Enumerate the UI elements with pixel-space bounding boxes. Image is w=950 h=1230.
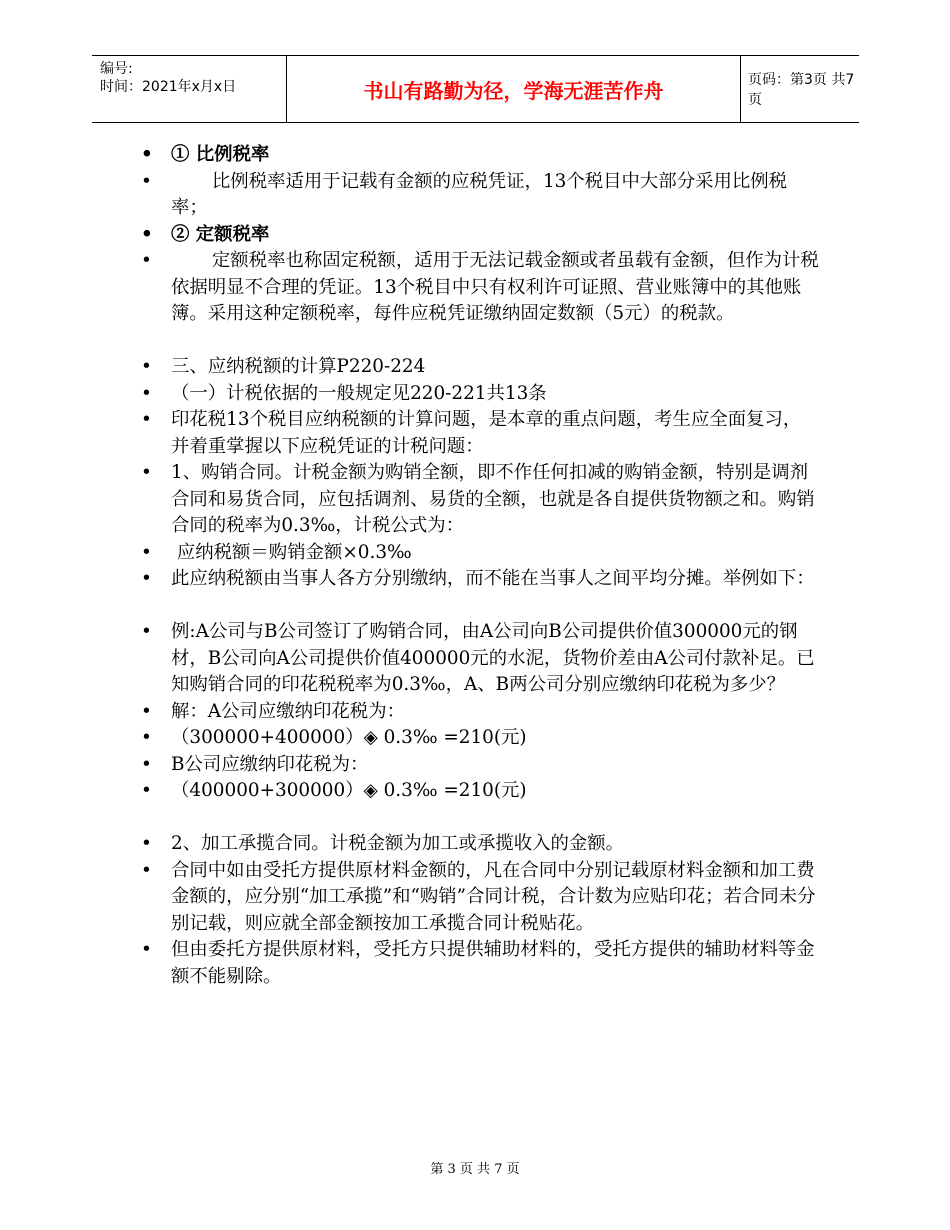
paragraph-text: 2、加工承揽合同。计税金额为加工或承揽收入的金额。 <box>171 833 625 854</box>
paragraph-text: ② 定额税率 <box>171 223 270 245</box>
bullet-icon: • <box>141 250 152 271</box>
bullet-icon: • <box>141 859 152 881</box>
paragraph-text: 比例税率适用于记载有金额的应税凭证，13个税目中大部分采用比例税率； <box>171 170 788 218</box>
paragraph-text: 应纳税额＝购销金额×0.3‰ <box>171 541 412 563</box>
paragraph-text: 印花税13个税目应纳税额的计算问题，是本章的重点问题，考生应全面复习，并着重掌握以下应税凭证的计税问题： <box>171 409 802 457</box>
bullet-icon: • <box>141 700 152 722</box>
bullet-icon: • <box>141 144 153 165</box>
bullet-icon: • <box>141 833 152 854</box>
bullet-paragraph <box>141 831 819 858</box>
bullet-paragraph <box>141 222 819 249</box>
bullet-icon: • <box>141 727 152 748</box>
paragraph-text: 解：A公司应缴纳印花税为： <box>171 700 405 722</box>
bullet-icon: • <box>141 382 152 404</box>
bullet-paragraph <box>141 699 819 726</box>
bullet-icon: • <box>141 409 152 430</box>
paragraph-text: （一）计税依据的一般规定见220-221共13条 <box>171 382 547 404</box>
bullet-paragraph <box>141 354 819 381</box>
bullet-paragraph <box>141 460 819 540</box>
bullet-paragraph <box>141 142 819 169</box>
bullet-paragraph <box>141 725 819 752</box>
header-page-info: 页码：第3页 共7页 <box>748 72 855 108</box>
bullet-paragraph <box>141 858 819 938</box>
bullet-icon: • <box>141 462 152 483</box>
bullet-paragraph <box>141 619 819 699</box>
paragraph-text: 例:A公司与B公司签订了购销合同，由A公司向B公司提供价值300000元的钢材，B公司向A公司提供价值400000元的水泥，货物价差由A公司付款补足。已知购销合同的印花税税率为0.3‰，A、B两公司分别应缴纳印花税为多少？ <box>171 621 815 695</box>
bullet-icon: • <box>141 541 152 563</box>
paragraph-text: （300000+400000）◈ 0.3‰ =210(元) <box>171 727 527 748</box>
bullet-icon: • <box>141 170 152 192</box>
page-footer: 第 3 页 共 7 页 <box>430 1162 520 1177</box>
bullet-paragraph <box>141 248 819 328</box>
bullet-paragraph <box>141 778 819 805</box>
document-body <box>141 142 819 990</box>
paragraph-text: 合同中如由受托方提供原材料金额的，凡在合同中分别记载原材料金额和加工费金额的，应分别“加工承揽”和“购销”合同计税，合计数为应贴印花；若合同未分别记载，则应就全部金额按加工承揽合同计税贴花。 <box>171 859 816 934</box>
bullet-icon: • <box>141 780 152 801</box>
paragraph-text: 1、购销合同。计税金额为购销全额，即不作任何扣减的购销金额，特别是调剂合同和易货合同，应包括调剂、易货的全额，也就是各自提供货物额之和。购销合同的税率为0.3‰，计税公式为： <box>171 462 815 536</box>
paragraph-text: B公司应缴纳印花税为： <box>171 753 369 775</box>
bullet-paragraph <box>141 407 819 460</box>
paragraph-text: 定额税率也称固定税额，适用于无法记载金额或者虽载有金额，但作为计税依据明显不合理的凭证。13个税目中只有权利许可证照、营业账簿中的其他账簿。采用这种定额税率，每件应税凭证缴纳固定数额（5元）的税款。 <box>171 250 819 324</box>
bullet-icon: • <box>141 621 152 642</box>
bullet-paragraph <box>141 566 819 593</box>
paragraph-text: 但由委托方提供原材料，受托方只提供辅助材料的，受托方提供的辅助材料等金额不能剔除。 <box>171 939 815 987</box>
bullet-paragraph <box>141 381 819 408</box>
paragraph-gap <box>141 805 819 832</box>
bullet-icon: • <box>141 939 152 960</box>
bullet-paragraph <box>141 937 819 990</box>
paragraph-text: 此应纳税额由当事人各方分别缴纳，而不能在当事人之间平均分摊。举例如下： <box>171 568 815 589</box>
header-meta <box>92 56 286 122</box>
paragraph-gap <box>141 328 819 355</box>
paragraph-gap <box>141 593 819 620</box>
bullet-paragraph <box>141 540 819 567</box>
time-label: 时间：2021年x月x日 <box>100 79 237 95</box>
number-label: 编号: <box>100 61 133 77</box>
bullet-paragraph <box>141 752 819 779</box>
bullet-icon: • <box>141 356 152 377</box>
paragraph-text: （400000+300000）◈ 0.3‰ =210(元) <box>171 780 527 801</box>
paragraph-text: 三、应纳税额的计算P220-224 <box>171 356 426 377</box>
bullet-icon: • <box>141 568 152 589</box>
page-header <box>92 55 859 123</box>
bullet-icon: • <box>141 223 153 245</box>
bullet-icon: • <box>141 753 152 775</box>
bullet-paragraph <box>141 169 819 222</box>
paragraph-text: ① 比例税率 <box>171 144 270 165</box>
header-motto: 书山有路勤为径，学海无涯苦作舟 <box>286 56 741 122</box>
